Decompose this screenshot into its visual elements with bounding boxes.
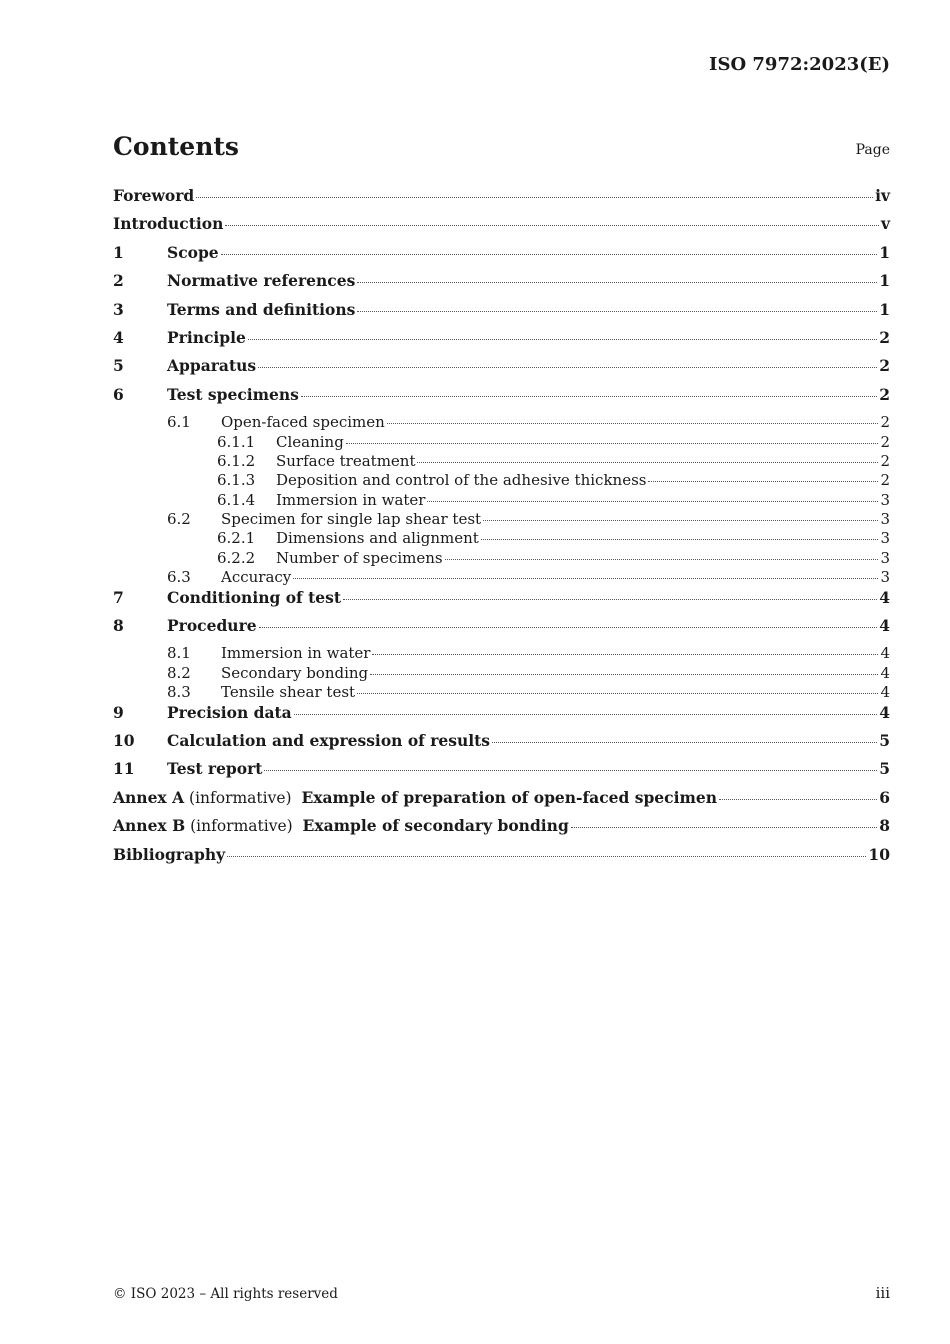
toc-entry-title (113, 788, 717, 807)
toc-entry-title-text: Foreword (113, 186, 195, 205)
toc-entry-page: 4 (879, 616, 890, 636)
document-id: ISO 7972:2023(E) (709, 54, 890, 75)
footer-page-number: iii (875, 1284, 890, 1302)
toc-entry-number: 6.2.1 (217, 529, 256, 548)
toc-entry-page: 5 (879, 730, 890, 750)
toc-entry-number: 6.2 (167, 510, 191, 529)
toc-entry-title (276, 549, 443, 567)
toc-entry-title (113, 186, 194, 205)
toc-entry-title (167, 328, 246, 347)
toc-entry[interactable] (113, 759, 890, 787)
toc-entry-title-text: Deposition and control of the adhesive thickness (276, 471, 647, 490)
toc-dot-leader (225, 225, 879, 226)
toc-entry-page: 2 (879, 356, 890, 376)
toc-entry[interactable] (113, 214, 890, 242)
toc-dot-leader (483, 520, 878, 521)
toc-entry-title (167, 385, 299, 404)
toc-entry-title (221, 413, 385, 431)
toc-entry-page: 2 (879, 327, 890, 347)
toc-entry-title (167, 300, 355, 319)
toc-dot-leader (294, 714, 877, 715)
toc-dot-leader (492, 742, 877, 743)
toc-dot-leader (259, 627, 878, 628)
toc-entry-title-text: Immersion in water (221, 644, 371, 663)
toc-entry-title (221, 683, 355, 701)
toc-entry[interactable] (113, 588, 890, 616)
toc-entry-annex-note: (informative) (185, 817, 303, 836)
toc-entry[interactable] (113, 413, 890, 432)
toc-entry-page: 4 (879, 702, 890, 722)
toc-entry-page: 2 (880, 471, 890, 490)
toc-entry-title (276, 471, 646, 489)
toc-entry-number: 8.1 (167, 644, 191, 663)
toc-entry-number: 6.2.2 (217, 548, 256, 567)
table-of-contents (113, 186, 890, 873)
toc-dot-leader (343, 599, 877, 600)
toc-entry-page: 2 (879, 384, 890, 404)
toc-entry-title (113, 214, 223, 233)
toc-entry-title (167, 356, 256, 375)
toc-dot-leader (445, 559, 879, 560)
toc-dot-leader (648, 481, 878, 482)
toc-dot-leader (264, 770, 877, 771)
toc-entry-page: 3 (880, 529, 890, 548)
toc-entry-title (167, 271, 355, 290)
toc-entry-number: 9 (113, 702, 124, 722)
toc-entry-number: 3 (113, 299, 124, 319)
toc-entry[interactable] (113, 788, 890, 816)
toc-entry-title (167, 243, 219, 262)
toc-entry-title-text: Cleaning (276, 432, 344, 451)
toc-entry-title-text: Principle (167, 327, 246, 347)
toc-entry-title-text: Specimen for single lap shear test (221, 510, 482, 529)
toc-entry-title-text: Annex A (113, 787, 185, 807)
toc-dot-leader (427, 501, 878, 502)
toc-entry-number: 1 (113, 242, 124, 262)
toc-entry-title-text: Introduction (113, 214, 224, 234)
toc-entry-page: 10 (868, 844, 890, 864)
toc-dot-leader (372, 654, 878, 655)
toc-entry[interactable] (113, 683, 890, 702)
toc-entry-title (167, 588, 341, 607)
toc-entry-page: 1 (879, 299, 890, 319)
toc-dot-leader (227, 856, 866, 857)
toc-entry[interactable] (113, 616, 890, 644)
toc-entry-title (167, 703, 292, 722)
toc-entry-title (113, 845, 225, 864)
toc-entry[interactable] (113, 271, 890, 299)
toc-entry-number: 10 (113, 730, 135, 750)
toc-entry[interactable] (113, 186, 890, 214)
toc-entry-page: 3 (880, 568, 890, 587)
toc-entry[interactable] (113, 385, 890, 413)
toc-dot-leader (301, 396, 877, 397)
toc-dot-leader (417, 462, 878, 463)
toc-dot-leader (293, 578, 878, 579)
toc-entry-title-text: Procedure (167, 616, 257, 636)
toc-entry-number: 8 (113, 616, 124, 636)
toc-entry[interactable] (113, 491, 890, 510)
toc-entry-page: 2 (880, 413, 890, 432)
toc-entry-title (276, 452, 415, 470)
toc-entry[interactable] (113, 452, 890, 471)
toc-dot-leader (357, 282, 877, 283)
toc-dot-leader (481, 539, 879, 540)
toc-entry-title-text: Apparatus (167, 356, 257, 376)
toc-entry-page: 4 (880, 644, 890, 663)
toc-entry-number: 6.1 (167, 413, 191, 432)
toc-dot-leader (571, 827, 877, 828)
toc-entry[interactable] (113, 356, 890, 384)
toc-dot-leader (248, 339, 877, 340)
footer-copyright: © ISO 2023 – All rights reserved (113, 1286, 338, 1302)
toc-dot-leader (196, 197, 873, 198)
toc-entry-number: 6.1.3 (217, 471, 256, 490)
toc-entry[interactable] (113, 328, 890, 356)
toc-entry-number: 6.1.2 (217, 451, 256, 470)
toc-entry-number: 8.2 (167, 663, 191, 682)
toc-entry-title (167, 616, 257, 635)
toc-entry-title (167, 731, 490, 750)
toc-entry[interactable] (113, 703, 890, 731)
toc-entry-title-text: Annex B (113, 816, 186, 836)
toc-entry-page: 4 (879, 587, 890, 607)
toc-entry-title-text: Scope (167, 242, 219, 262)
toc-dot-leader (370, 674, 878, 675)
toc-entry-title-text: Precision data (167, 702, 292, 722)
toc-entry-page: 3 (880, 510, 890, 529)
toc-entry-page: 3 (880, 548, 890, 567)
toc-entry-page: 2 (880, 451, 890, 470)
toc-entry[interactable] (113, 816, 890, 844)
toc-entry-number: 4 (113, 327, 124, 347)
toc-entry-number: 6 (113, 384, 124, 404)
toc-entry[interactable] (113, 644, 890, 663)
toc-entry-title-text: Open-faced specimen (221, 413, 385, 432)
toc-entry-title-text: Surface treatment (276, 451, 416, 470)
toc-entry-number: 7 (113, 587, 124, 607)
toc-entry-number: 2 (113, 271, 124, 291)
toc-entry-page: 3 (880, 490, 890, 509)
toc-entry[interactable] (113, 568, 890, 587)
toc-entry-title-text: Terms and definitions (167, 299, 356, 319)
toc-entry-number: 5 (113, 356, 124, 376)
toc-entry[interactable] (113, 845, 890, 873)
toc-entry-page: v (880, 214, 890, 234)
toc-dot-leader (719, 799, 877, 800)
toc-entry[interactable] (113, 731, 890, 759)
toc-entry-number: 6.3 (167, 568, 191, 587)
toc-entry[interactable] (113, 529, 890, 548)
toc-entry-annex-note: (informative) (184, 788, 302, 807)
toc-dot-leader (346, 443, 879, 444)
toc-entry-page: iv (875, 186, 890, 205)
toc-entry-title (221, 664, 368, 682)
toc-entry-title (221, 644, 370, 662)
toc-entry-title (276, 491, 425, 509)
toc-dot-leader (221, 254, 878, 255)
toc-entry-annex-title: Example of secondary bonding (302, 816, 569, 836)
toc-entry-title (113, 816, 569, 835)
toc-entry[interactable] (113, 300, 890, 328)
toc-entry-title (276, 529, 479, 547)
toc-entry[interactable] (113, 433, 890, 452)
toc-entry-page: 5 (879, 759, 890, 779)
toc-entry-annex-title: Example of preparation of open-faced specimen (301, 787, 718, 807)
toc-entry-title (221, 510, 481, 528)
toc-entry-title-text: Test specimens (167, 384, 299, 404)
toc-entry-title (276, 433, 344, 451)
toc-entry[interactable] (113, 664, 890, 683)
toc-entry-title-text: Test report (167, 759, 263, 779)
toc-entry-title (221, 568, 291, 586)
toc-entry-number: 6.1.1 (217, 432, 256, 451)
toc-entry-number: 11 (113, 759, 135, 779)
toc-entry-title-text: Accuracy (221, 568, 292, 587)
toc-dot-leader (357, 311, 877, 312)
toc-entry-page: 4 (880, 663, 890, 682)
page-column-label: Page (855, 142, 890, 158)
toc-entry-title-text: Bibliography (113, 844, 226, 864)
toc-entry-title-text: Immersion in water (276, 490, 426, 509)
toc-entry[interactable] (113, 243, 890, 271)
toc-entry[interactable] (113, 510, 890, 529)
toc-dot-leader (258, 367, 877, 368)
toc-entry-title-text: Number of specimens (276, 548, 443, 567)
toc-entry-title-text: Secondary bonding (221, 663, 369, 682)
toc-entry-page: 1 (879, 271, 890, 291)
toc-entry-title-text: Tensile shear test (221, 683, 356, 702)
toc-entry-page: 8 (879, 816, 890, 836)
toc-entry-title-text: Dimensions and alignment (276, 529, 479, 548)
toc-entry[interactable] (113, 471, 890, 490)
toc-entry-page: 1 (879, 242, 890, 262)
toc-dot-leader (357, 693, 878, 694)
toc-entry-page: 2 (880, 432, 890, 451)
toc-entry-page: 4 (880, 683, 890, 702)
toc-entry-title-text: Normative references (167, 271, 356, 291)
toc-entry-title (167, 759, 262, 778)
toc-entry-title-text: Conditioning of test (167, 587, 342, 607)
toc-entry-number: 6.1.4 (217, 490, 256, 509)
contents-heading: Contents (113, 132, 240, 161)
toc-dot-leader (387, 423, 879, 424)
toc-entry-title-text: Calculation and expression of results (167, 730, 491, 750)
toc-entry-page: 6 (879, 787, 890, 807)
toc-entry-number: 8.3 (167, 683, 191, 702)
toc-entry[interactable] (113, 549, 890, 568)
